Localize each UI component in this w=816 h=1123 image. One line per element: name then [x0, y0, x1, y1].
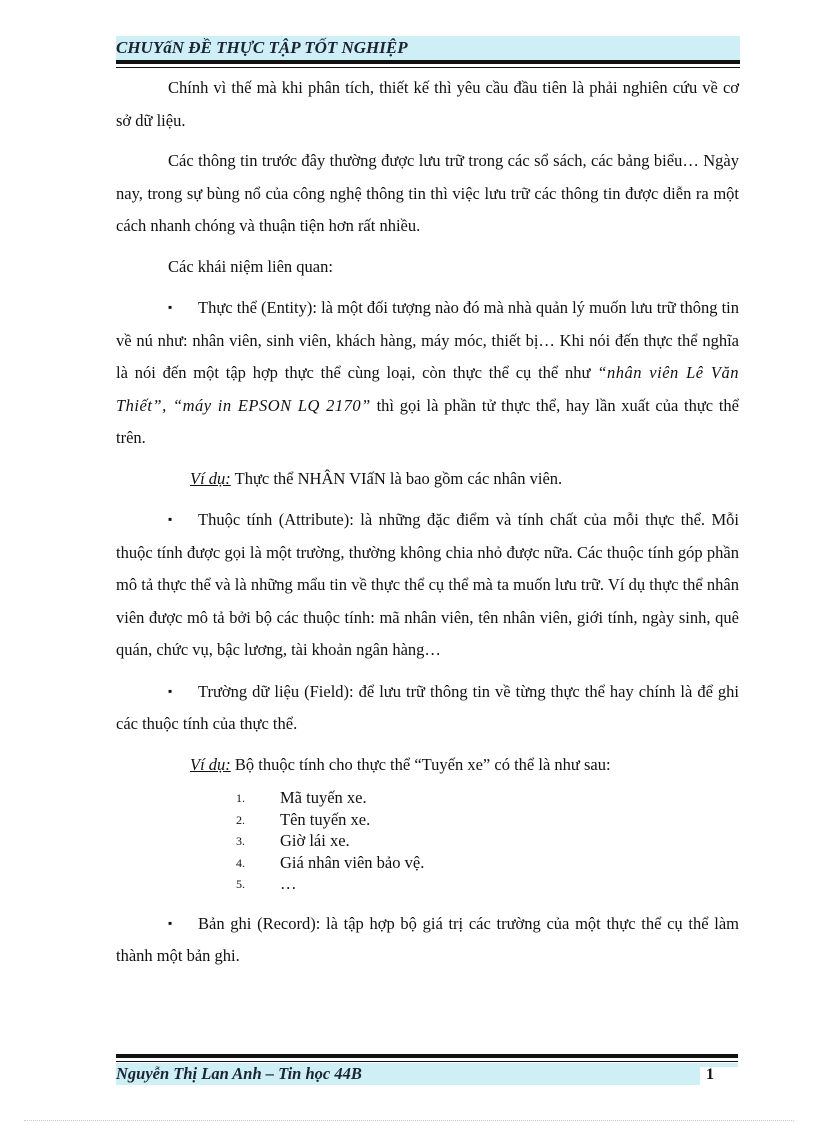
example-label: Ví dụ:: [190, 754, 231, 774]
page-footer: [116, 1063, 738, 1085]
example-entity: [190, 463, 739, 496]
list-item: [236, 809, 739, 831]
field-text: Trường dữ liệu (Field): để lưu trữ thông tin về từng thực thể hay chính là để ghi các thuộc tính của thực thể.: [116, 681, 739, 733]
list-item: [236, 830, 739, 852]
example-text: Thực thể NHÂN VIấN là bao gồm các nhân viên.: [230, 468, 563, 488]
footer-author: Nguyễn Thị Lan Anh – Tin học 44B: [116, 1064, 362, 1083]
document-body: [116, 72, 739, 981]
bullet-entity: [116, 291, 739, 455]
paragraph-concepts: Các khái niệm liên quan:: [168, 256, 333, 276]
example-field: [190, 749, 739, 782]
page-header: [116, 36, 740, 60]
entity-text-1: Thực thể (Entity): là một đối tượng nào đó mà nhà quản lý muốn lưu trữ thông tin về nú như: nhân viên, sinh viên, khách hàng, máy móc, thiết bị… Khi nói đến thực thể nghĩa là nói đến một tập hợp thực thể cùng loại, còn thực thể cụ thể như: [116, 298, 739, 382]
bullet-record: [116, 907, 739, 973]
page-number: 1: [706, 1066, 714, 1083]
attribute-list: [116, 787, 739, 895]
bullet-field: [116, 675, 739, 741]
example-label: Ví dụ:: [190, 468, 231, 488]
attribute-text: Thuộc tính (Attribute): là những đặc điểm và tính chất của mỗi thực thể. Mỗi thuộc tính được gọi là một trường, thường không chia nhỏ được nữa. Các thuộc tính góp phần mô tả thực thể và là những mẩu tin về thực thể cụ thể mà ta muốn lưu trữ. Ví dụ thực thể nhân viên được mô tả bởi bộ các thuộc tính: mã nhân viên, tên nhân viên, giới tính, ngày sinh, quê quán, chức vụ, bậc lương, tài khoản ngân hàng…: [116, 510, 739, 659]
bullet-marker: ▪: [168, 300, 173, 314]
entity-text-2: thì gọi là phần tử thực thể, hay lần xuất của thực thể trên.: [116, 395, 739, 447]
list-text: Giờ lái xe.: [280, 831, 350, 850]
footer-rule-thick: [116, 1054, 738, 1058]
list-item: [236, 852, 739, 874]
list-number: 5.: [236, 877, 245, 891]
page-bottom-divider: [24, 1120, 794, 1121]
example-text: Bộ thuộc tính cho thực thể “Tuyến xe” có thể là như sau:: [230, 754, 611, 774]
entity-example-italic: “nhân viên Lê Văn Thiết”, “máy in EPSON LQ 2170”: [116, 363, 739, 415]
list-text: Tên tuyến xe.: [280, 809, 371, 829]
list-number: 4.: [236, 855, 245, 870]
list-number: 1.: [236, 791, 245, 805]
list-text: …: [280, 874, 297, 893]
record-text: Bản ghi (Record): là tập hợp bộ giá trị các trường của một thực thể cụ thể làm thành một bản ghi.: [116, 913, 739, 965]
list-text: Mã tuyến xe.: [280, 788, 367, 807]
list-text: Giá nhân viên bảo vệ.: [280, 852, 425, 872]
header-title: CHUYấN ĐỀ THỰC TẬP TỐT NGHIỆP: [116, 38, 408, 57]
list-number: 2.: [236, 812, 245, 827]
bullet-marker: ▪: [168, 683, 173, 698]
header-rule-thin: [116, 67, 740, 68]
bullet-marker: ▪: [168, 512, 173, 526]
paragraph-intro: Chính vì thế mà khi phân tích, thiết kế thì yêu cầu đầu tiên là phải nghiên cứu về cơ sở dữ liệu.: [116, 78, 739, 130]
list-number: 3.: [236, 834, 245, 848]
paragraph-storage: Các thông tin trước đây thường được lưu trữ trong các sổ sách, các bảng biểu… Ngày nay, trong sự bùng nổ của công nghệ thông tin thì việc lưu trữ các thông tin được diễn ra một cách nhanh chóng và thuận tiện hơn rất nhiều.: [116, 151, 739, 235]
bullet-marker: ▪: [168, 915, 173, 930]
list-item: [236, 787, 739, 809]
footer-rule-thin: [116, 1061, 738, 1062]
list-item: [236, 873, 739, 895]
header-rule-thick: [116, 60, 740, 64]
bullet-attribute: [116, 503, 739, 667]
